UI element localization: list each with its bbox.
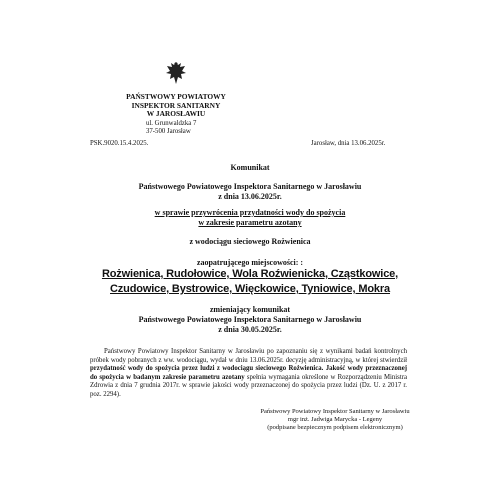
localities-line: Rożwienica, Rudołowice, Wola Roźwienicka, Cząstkowice, — [101, 268, 399, 280]
institution-line: W JAROSŁAWIU — [146, 109, 206, 119]
signature-block — [220, 408, 450, 433]
amending-line: z dnia 30.05.2025r. — [218, 325, 282, 334]
institution-address — [120, 120, 235, 136]
document-title: Komunikat — [230, 163, 270, 172]
signature-line: mgr inż. Jadwiga Marycka - Legeny — [287, 416, 383, 424]
body-bold-text: przydatność wody do spożycia przez ludzi z wodociągu sieciowego Rożwienica. Jakość wody przeznaczonej do spożycia w badanym zakresie parametru azotany — [90, 365, 407, 381]
institution-line: PAŃSTWOWY POWIATOWY — [126, 92, 226, 101]
body-text: spełnia wymagania określone w Rozporządzeniu Ministra Zdrowia z dnia 7 grudnia 2017r. w sprawie jakości wody przeznaczonej do spożycia przez ludzi (Dz. U. z 2017 r. poz. 2294). — [90, 373, 407, 398]
body-paragraph — [90, 348, 407, 400]
reference-number: PSK.9020.15.4.2025. — [90, 140, 149, 147]
amending-line: zmieniający komunikat — [209, 305, 291, 314]
supplying-label: zaopatrującego miejscowości: : — [196, 258, 304, 267]
institution-line: INSPEKTOR SANITARNY — [131, 100, 221, 110]
issuer-line: Państwowego Powiatowego Inspektora Sanitarnego w Jarosławiu — [138, 182, 362, 191]
address-line: ul. Grunwaldzka 7 — [146, 120, 197, 127]
amending-line: Państwowego Powiatowego Inspektora Sanitarnego w Jarosławiu — [138, 315, 362, 324]
signature-line: Państwowy Powiatowy Inspektor Sanitarny w Jarosławiu — [260, 408, 410, 415]
subject-line: w sprawie przywrócenia przydatności wody do spożycia — [154, 208, 346, 217]
date-line: z dnia 13.06.2025r. — [218, 192, 282, 201]
body-text: Państwowy Powiatowy Inspektor Sanitarny w Jarosławiu po zapoznaniu się z wynikami badań kontrolnych próbek wody pobranych z ww. wodociągu, wydał w dniu 13.06.2025r. decyzję administracyjną, w której stwierdził — [90, 348, 407, 364]
waterworks-line: z wodociągu sieciowego Rożwienica — [189, 237, 311, 246]
localities-line: Czudowice, Bystrowice, Więckowice, Tyniowice, Mokra — [110, 283, 390, 295]
address-line: 37-500 Jarosław — [146, 128, 191, 136]
signature-line: (podpisane bezpiecznym podpisem elektronicznym) — [267, 424, 403, 432]
subject-line: w zakresie parametru azotany — [198, 218, 302, 227]
place-date: Jarosław, dnia 13.06.2025r. — [311, 140, 386, 147]
institution-name — [118, 93, 234, 119]
eagle-emblem-icon — [165, 60, 187, 86]
